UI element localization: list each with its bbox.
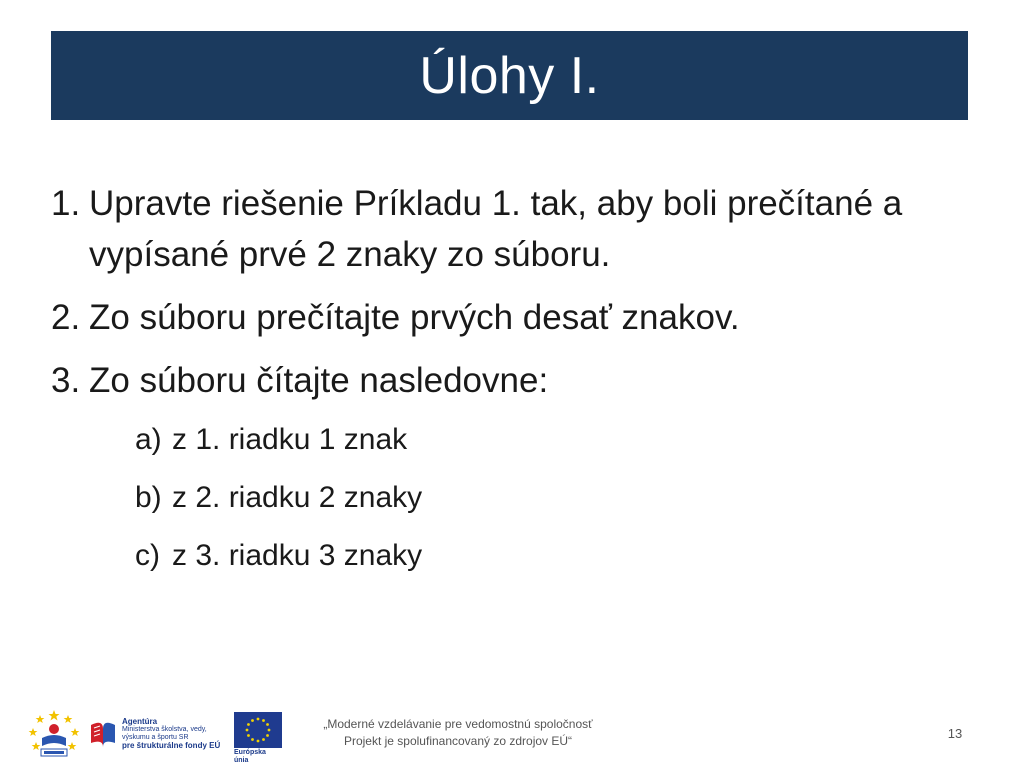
agency-logo-text	[122, 718, 228, 750]
list-item-number: 2.	[51, 298, 81, 337]
list-item-1	[51, 178, 968, 280]
eu-flag-icon	[234, 712, 282, 748]
sub-list-mark: a)	[135, 423, 162, 456]
eu-star-icon	[262, 719, 265, 722]
project-line-2: Projekt je spolufinancovaný zo zdrojov EÚ“	[343, 734, 573, 748]
list-item-text: Zo súboru čítajte nasledovne:	[89, 361, 549, 400]
sub-list-item-a	[51, 417, 968, 462]
list-item-text: Upravte riešenie Príkladu 1. tak, aby boli prečítané a vypísané prvé 2 znaky zo súboru.	[89, 184, 903, 274]
eu-star-icon	[247, 723, 250, 726]
agency-logo	[88, 714, 228, 754]
eu-caption: Európska únia	[234, 749, 266, 764]
sub-list-text: z 1. riadku 1 znak	[172, 423, 408, 456]
eu-logo	[234, 712, 282, 764]
agency-logo-line: Agentúra	[122, 717, 158, 726]
sub-list-mark: c)	[135, 539, 160, 572]
slide-title: Úlohy I.	[419, 46, 600, 105]
list-item-number: 1.	[51, 184, 81, 223]
opv-logo-icon	[28, 708, 80, 760]
list-item-number: 3.	[51, 361, 81, 400]
title-bar	[51, 31, 968, 120]
eu-star-icon	[246, 729, 249, 732]
eu-star-icon	[266, 734, 269, 737]
eu-star-icon	[268, 729, 271, 732]
project-text	[308, 716, 608, 750]
eu-star-icon	[266, 723, 269, 726]
slide-content	[51, 178, 968, 578]
eu-star-icon	[251, 719, 254, 722]
agency-book-icon	[88, 719, 118, 749]
sub-list-item-b	[51, 475, 968, 520]
sub-list-item-c	[51, 533, 968, 578]
eu-star-icon	[257, 740, 260, 743]
eu-star-icon	[247, 734, 250, 737]
project-line-1: „Moderné vzdelávanie pre vedomostnú spoločnosť	[323, 717, 593, 731]
list-item-2	[51, 292, 968, 343]
sub-list-mark: b)	[135, 481, 162, 514]
agency-logo-line: pre štrukturálne fondy EÚ	[122, 741, 221, 750]
list-item-3	[51, 355, 968, 406]
eu-star-icon	[257, 718, 260, 721]
sub-list	[51, 417, 968, 578]
agency-logo-line: Ministerstva školstva, vedy, výskumu a športu SR	[122, 726, 207, 741]
sub-list-text: z 2. riadku 2 znaky	[172, 481, 423, 514]
page-number: 13	[947, 726, 963, 741]
list-item-text: Zo súboru prečítajte prvých desať znakov.	[89, 298, 740, 337]
slide-footer	[0, 700, 1024, 768]
sub-list-text: z 3. riadku 3 znaky	[172, 539, 423, 572]
eu-star-icon	[251, 738, 254, 741]
eu-star-icon	[262, 738, 265, 741]
